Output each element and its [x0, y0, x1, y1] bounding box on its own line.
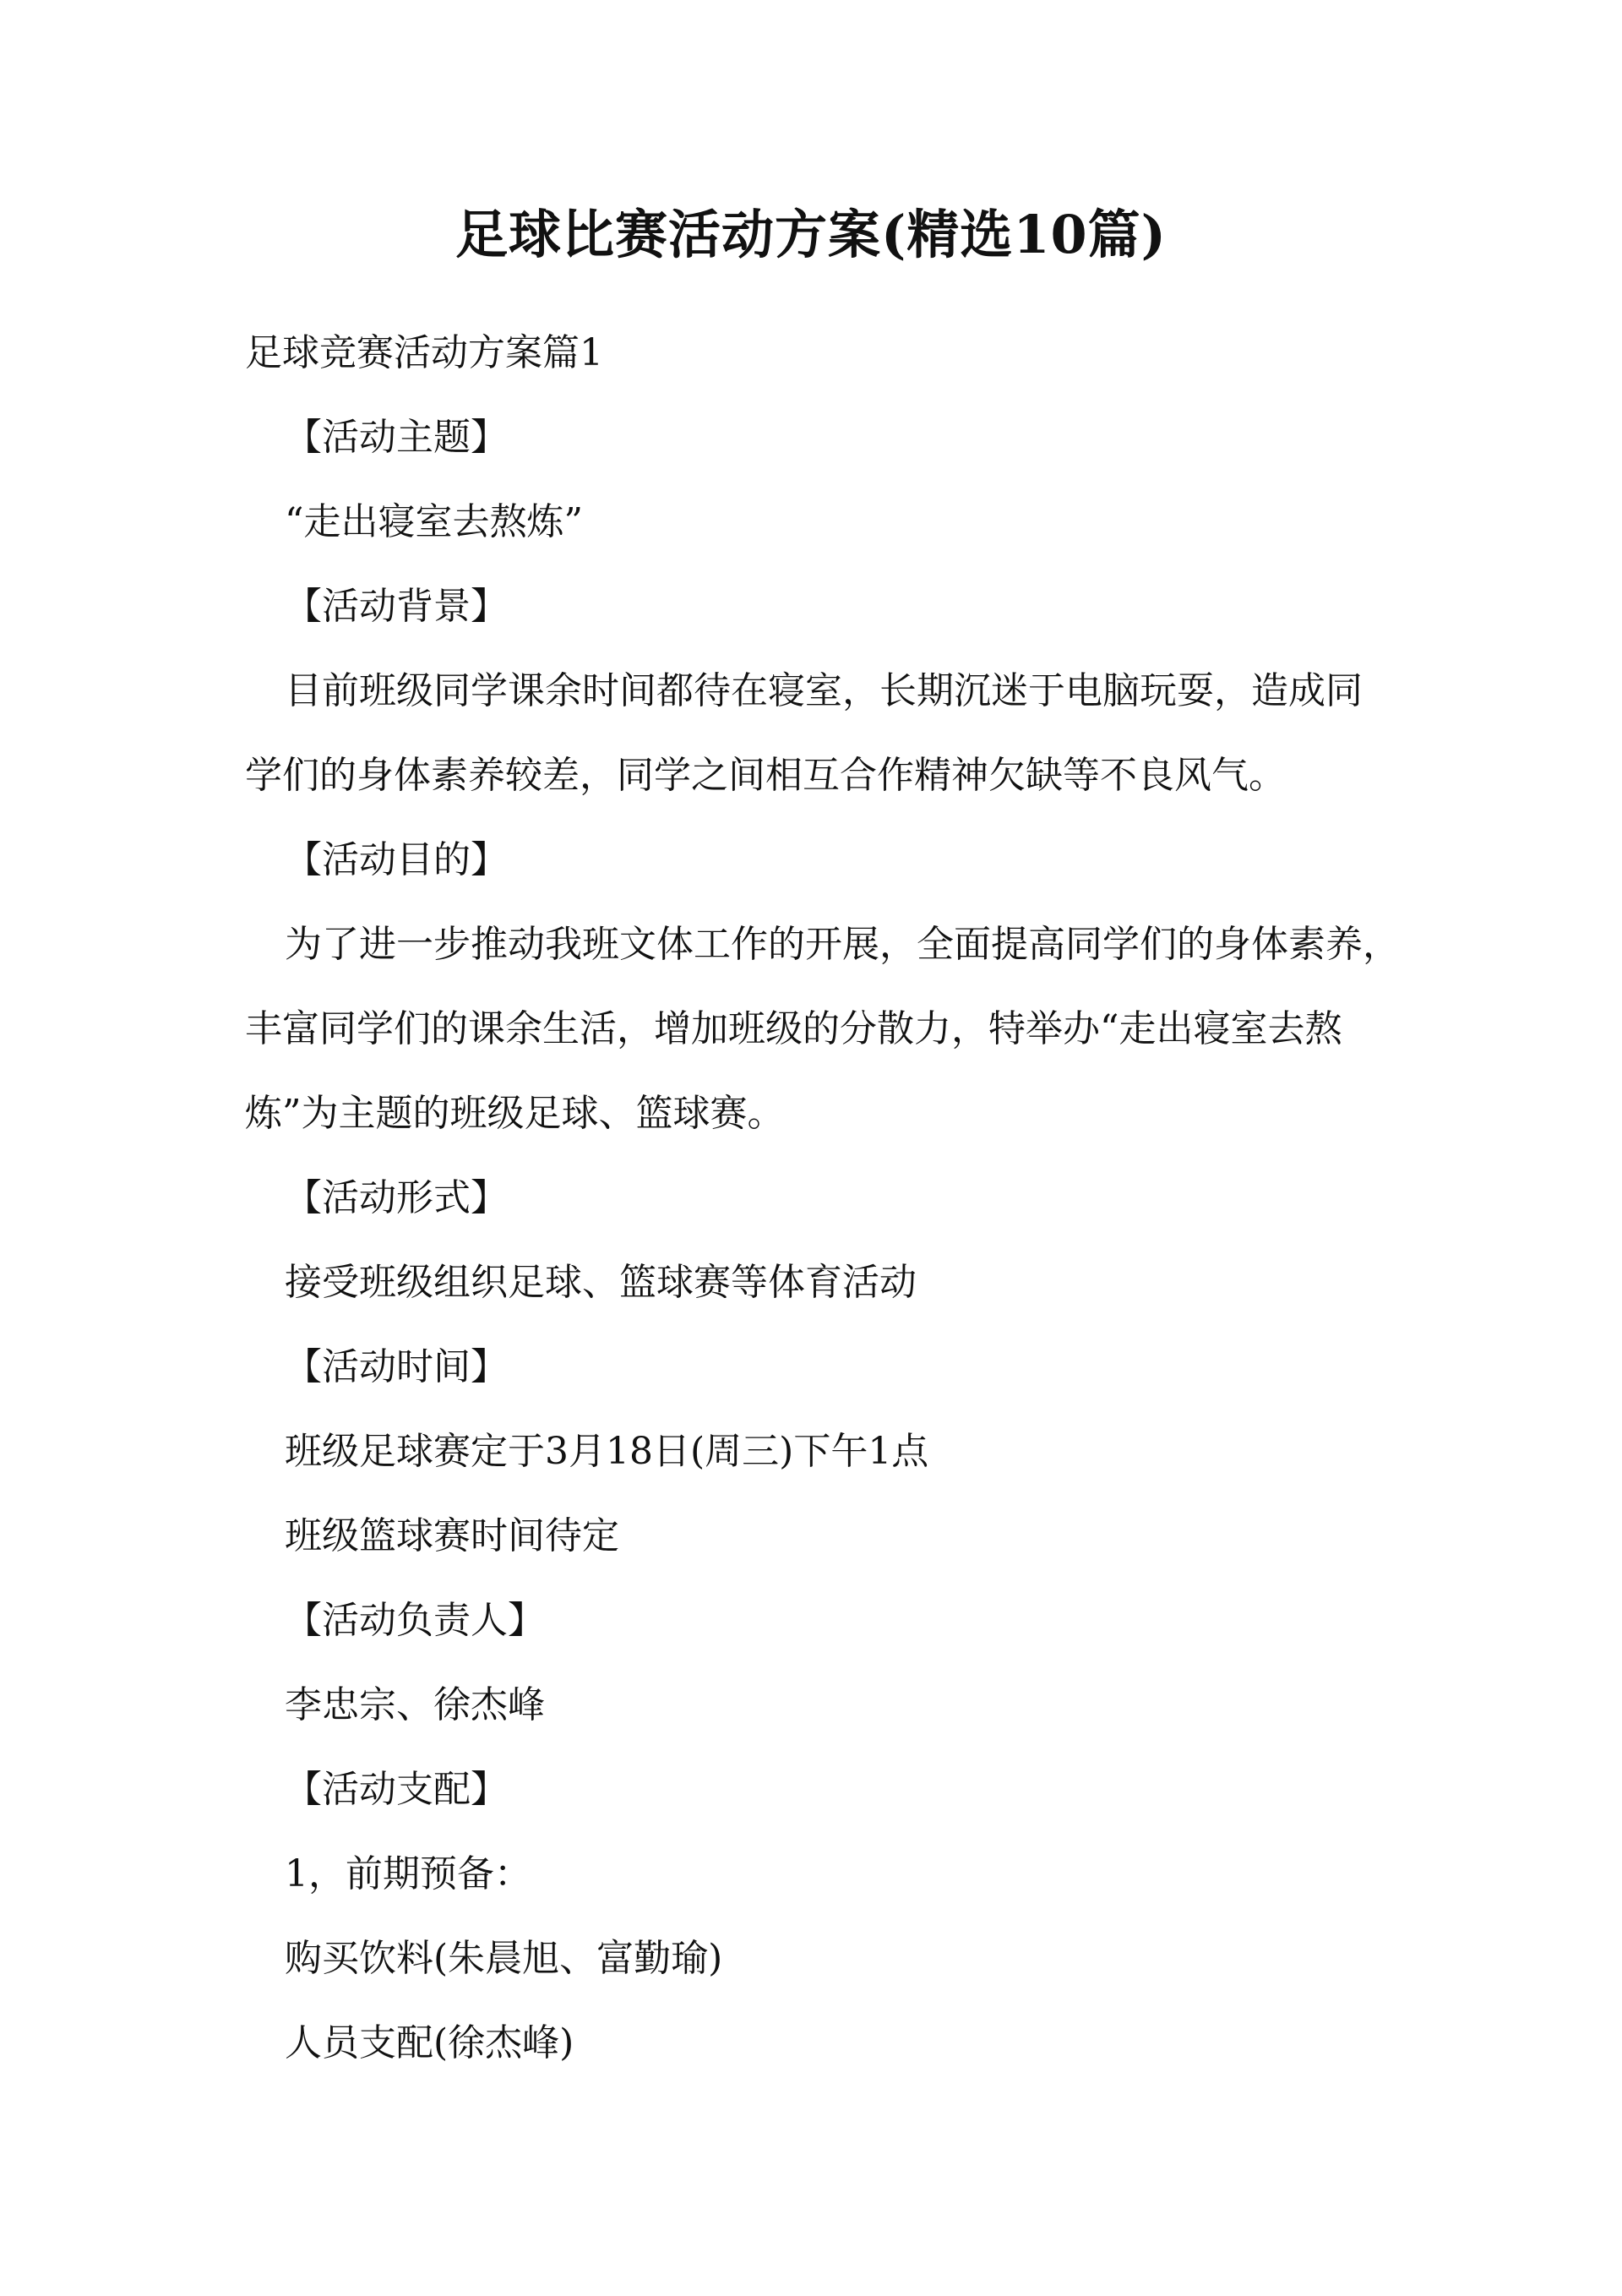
paragraph-line: “走出寝室去熬炼”: [285, 500, 583, 543]
section-heading: 足球竞赛活动方案篇1: [245, 331, 603, 374]
paragraph-line: 【活动负责人】: [285, 1599, 545, 1642]
paragraph-line: 李忠宗、徐杰峰: [285, 1683, 545, 1726]
paragraph-line: 目前班级同学课余时间都待在寝室，长期沉迷于电脑玩耍，造成同: [285, 669, 1363, 712]
paragraph-line: 【活动时间】: [285, 1345, 508, 1388]
paragraph-line: 丰富同学们的课余生活，增加班级的分散力，特举办“走出寝室去熬: [245, 1007, 1342, 1050]
document-title: 足球比赛活动方案(精选10篇): [455, 204, 1167, 265]
paragraph-line: 【活动背景】: [285, 585, 508, 628]
paragraph-line: 【活动目的】: [285, 838, 508, 881]
paragraph-line: 【活动形式】: [285, 1176, 508, 1219]
paragraph-line: 为了进一步推动我班文体工作的开展，全面提高同学们的身体素养，: [285, 923, 1400, 966]
paragraph-line: 1，前期预备：: [285, 1852, 531, 1895]
paragraph-line: 炼”为主题的班级足球、篮球赛。: [245, 1092, 785, 1135]
paragraph-line: 班级足球赛定于3月18日(周三)下午1点: [285, 1430, 929, 1473]
paragraph-line: 【活动支配】: [285, 1768, 508, 1811]
paragraph-line: 购买饮料(朱晨旭、富勤瑜): [285, 1937, 723, 1980]
paragraph-line: 学们的身体素养较差，同学之间相互合作精神欠缺等不良风气。: [245, 754, 1286, 797]
paragraph-line: 接受班级组织足球、篮球赛等体育活动: [285, 1261, 917, 1304]
paragraph-line: 人员支配(徐杰峰): [285, 2021, 574, 2064]
paragraph-line: 班级篮球赛时间待定: [285, 1514, 619, 1557]
paragraph-line: 【活动主题】: [285, 416, 508, 459]
